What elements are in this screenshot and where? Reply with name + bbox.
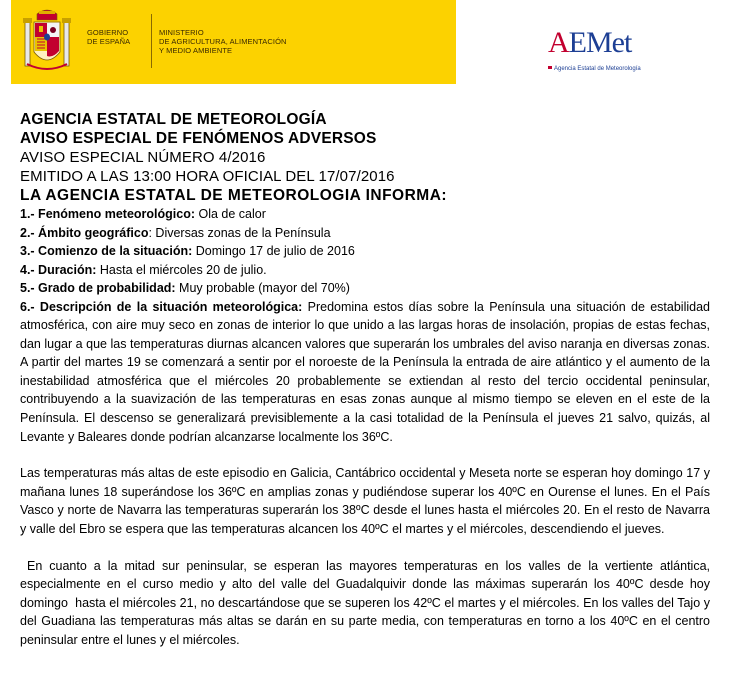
item-value: : Diversas zonas de la Península [148, 225, 331, 240]
item-scope [20, 224, 710, 243]
aemet-accent-bar [548, 66, 552, 69]
item-start [20, 242, 710, 261]
ministry-label [159, 28, 287, 55]
government-label [87, 28, 130, 46]
aemet-wordmark-a: A [548, 26, 569, 59]
warning-document [20, 110, 714, 650]
warning-number: AVISO ESPECIAL NÚMERO 4/2016 [20, 149, 266, 166]
aemet-wordmark-rest: EMet [568, 26, 632, 59]
header-divider [151, 14, 152, 68]
paragraph-gap [20, 539, 710, 557]
item-label: 2.- Ámbito geográfico [20, 225, 149, 240]
item-label: 6.- Descripción de la situación meteorológica: [20, 299, 303, 314]
issued-line: EMITIDO A LAS 13:00 HORA OFICIAL DEL 17/07/2016 [20, 168, 395, 185]
item-value: Hasta el miércoles 20 de julio. [96, 262, 267, 277]
aemet-subtitle: Agencia Estatal de Meteorología [554, 66, 641, 72]
description-text: Predomina estos días sobre la Península una situación de estabilidad atmosférica, con aire muy seco en zonas de interior lo que unido a las largas horas de insolación, propias de estas fechas, dan lugar a que las temperaturas diurnas alcancen valores que superarán los umbrales del aviso naranja en diversas zonas. A partir del martes 19 se comenzará a sentir por el noroeste de la Península la entrada de aire atlántico y el aumento de la inestabilidad atmosférica que el miércoles 20 probablemente se extiendan al resto del tercio occidental peninsular, contribuyendo a la suavización de las temperaturas en esas zonas aunque al mismo tiempo se eleven en el este de la Península. El descenso se generalizará previsiblemente a la casi totalidad de la Península el jueves 21 salvo, quizás, al Levante y Baleares donde podrían alcanzarse localmente los 36ºC. [20, 299, 710, 444]
paragraph-gap [20, 446, 710, 464]
item-value: Domingo 17 de julio de 2016 [192, 244, 355, 258]
coat-of-arms-icon [23, 8, 71, 76]
aemet-wordmark [548, 26, 631, 60]
item-description [20, 298, 710, 447]
item-label: 5.- Grado de probabilidad: [20, 281, 176, 295]
agency-heading: AGENCIA ESTATAL DE METEOROLOGÍA [20, 111, 327, 128]
item-value: Ola de calor [195, 207, 266, 221]
gov-line-2: DE ESPAÑA [87, 37, 131, 46]
item-label: 1.- Fenómeno meteorológico: [20, 207, 196, 221]
item-duration [20, 261, 710, 280]
item-label: 3.- Comienzo de la situación: [20, 244, 193, 258]
item-probability [20, 279, 710, 298]
item-phenomenon [20, 205, 710, 224]
informs-heading: LA AGENCIA ESTATAL DE METEOROLOGIA INFORMA: [20, 187, 448, 204]
gov-line-1: GOBIERNO [87, 28, 129, 37]
ministry-line-1: MINISTERIO [159, 28, 204, 37]
item-label: 4.- Duración: [20, 262, 97, 277]
ministry-line-3: Y MEDIO AMBIENTE [159, 46, 233, 55]
government-header-band [11, 0, 456, 84]
ministry-line-2: DE AGRICULTURA, ALIMENTACIÓN [159, 37, 287, 46]
paragraph-south: En cuanto a la mitad sur peninsular, se esperan las mayores temperaturas en los valles de la vertiente atlántica, especialmente en el curso medio y alto del valle del Guadalquivir donde las máximas superarán los 40ºC desde hoy domingo hasta el miércoles 21, no descartándose que se superen los 42ºC el martes y el miércoles. En los valles del Tajo y del Guadiana las temperaturas más altas se darán en su parte media, con temperaturas en torno a los 40ºC en el centro peninsular entre el lunes y el miércoles. [20, 558, 714, 647]
aemet-logo [548, 26, 658, 82]
warning-title: AVISO ESPECIAL DE FENÓMENOS ADVERSOS [20, 130, 377, 147]
paragraph-north: Las temperaturas más altas de este episodio en Galicia, Cantábrico occidental y Meseta norte se esperan hoy domingo 17 y mañana lunes 18 superándose los 36ºC en amplias zonas y pudiéndose superar los 40ºC en Ourense el lunes. En el País Vasco y norte de Navarra las temperaturas superarán los 38ºC desde el lunes hasta el miércoles 20. En el resto de Navarra y valle del Ebro se espera que las temperaturas alcancen los 40ºC el martes y el miércoles, descendiendo el jueves. [20, 466, 710, 537]
item-value: Muy probable (mayor del 70%) [175, 281, 350, 295]
